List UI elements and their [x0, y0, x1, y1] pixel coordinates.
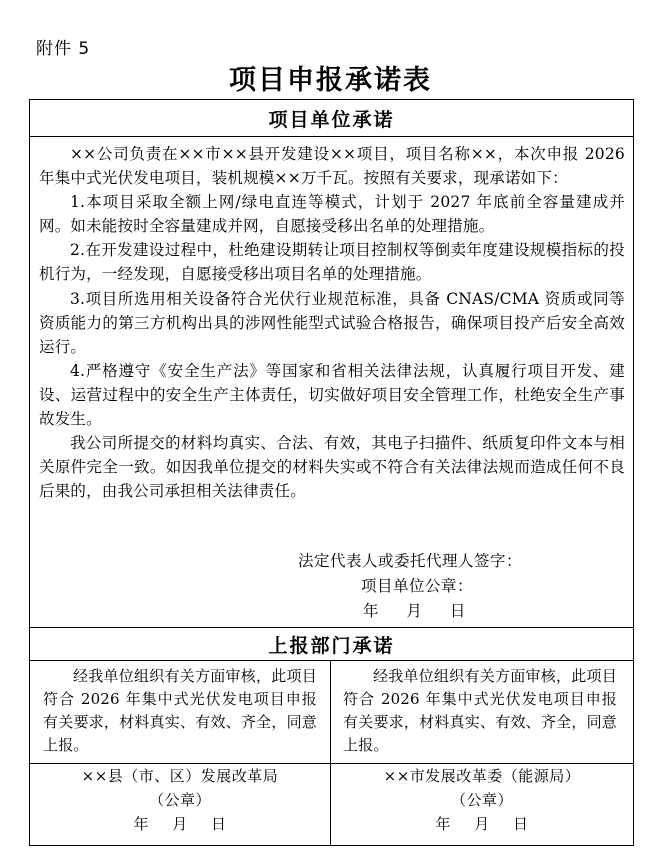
city-date-label: 年 月 日 — [435, 815, 529, 833]
city-seal-label: （公章） — [450, 791, 513, 809]
section2-heading: 上报部门承诺 — [268, 635, 395, 657]
intro-paragraph: ××公司负责在××市××县开发建设××项目，项目名称××，本次申报 2026 年集中式光伏发电项目，装机规模××万千瓦。按照有关要求，现承诺如下： — [39, 145, 625, 188]
signature-label: 法定代表人或委托代理人签字： — [298, 552, 523, 570]
county-review-text: 经我单位组织有关方面审核，此项目符合 2026 年集中式光伏发电项目申报有关要求，材料真实、有效、齐全，同意上报。 — [43, 667, 317, 754]
commitment-table — [29, 99, 634, 846]
city-org-name: ××市发展改革委（能源局） — [383, 767, 581, 785]
column-divider — [330, 660, 331, 845]
divider — [30, 627, 633, 628]
commitment-2: 2.在开发建设过程中，杜绝建设期转让项目控制权等倒卖年度建设规模指标的投机行为，一经发现，自愿接受移出项目名单的处理措施。 — [39, 241, 625, 284]
divider — [30, 660, 633, 661]
commitment-1: 1.本项目采取全额上网/绿电直连等模式，计划于 2027 年底前全容量建成并网。如未能按时全容量建成并网，自愿接受移出名单的处理措施。 — [39, 193, 625, 236]
county-date-label: 年 月 日 — [133, 815, 227, 833]
divider — [30, 136, 633, 137]
city-review-text: 经我单位组织有关方面审核，此项目符合 2026 年集中式光伏发电项目申报有关要求，材料真实、有效、齐全，同意上报。 — [343, 667, 617, 754]
date-label: 年 月 日 — [363, 602, 466, 620]
closing-paragraph: 我公司所提交的材料均真实、合法、有效，其电子扫描件、纸质复印件文本与相关原件完全一致。如因我单位提交的材料失实或不符合有关法律法规而造成任何不良后果的，由我公司承担相关法律责任。 — [39, 434, 625, 501]
section1-heading: 项目单位承诺 — [268, 109, 395, 131]
commitment-4: 4.严格遵守《安全生产法》等国家和省相关法律法规，认真履行项目开发、建设、运营过程中的安全生产主体责任，切实做好项目安全管理工作，杜绝安全生产事故发生。 — [39, 361, 625, 429]
county-seal-label: （公章） — [148, 791, 211, 809]
seal-label: 项目单位公章： — [361, 577, 474, 595]
county-org-name: ××县（市、区）发展改革局 — [81, 767, 279, 785]
section1-body — [39, 142, 625, 503]
annex-label: 附件 5 — [36, 39, 91, 59]
document-title: 项目申报承诺表 — [229, 65, 432, 96]
commitment-3: 3.项目所选用相关设备符合光伏行业规范标准，具备 CNAS/CMA 资质或同等资质能力的第三方机构出具的涉网性能型式试验合格报告，确保项目投产后安全高效运行。 — [39, 289, 625, 356]
